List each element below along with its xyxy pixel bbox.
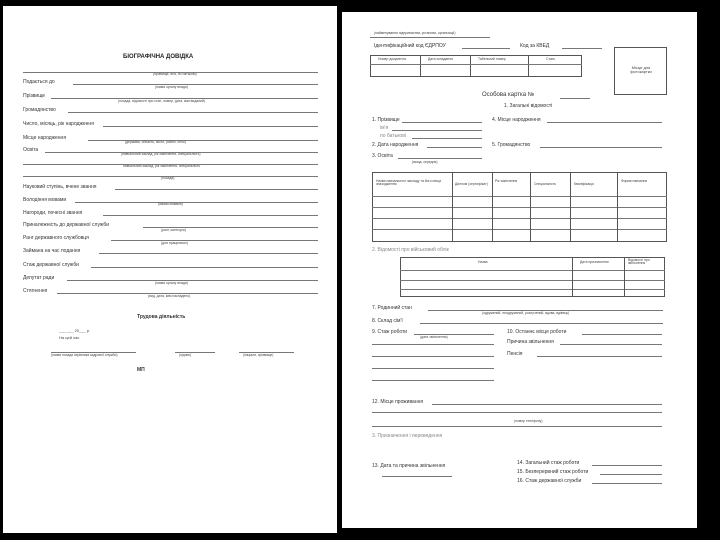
edu-head-6: Форма навчання: [621, 179, 648, 183]
section-work-history: Трудова діяльність: [137, 314, 186, 320]
military-head-2: Дата призначення: [580, 260, 609, 264]
caption-education-2: навчальний заклад, рік закінчення, спеціальність: [123, 164, 201, 168]
field-total-stage: 14. Загальний стаж роботи: [517, 460, 580, 466]
stamp-label: МП: [137, 367, 145, 373]
doc-table-head-3: Табельний номер: [478, 57, 506, 61]
caption-birth-place: (держава, область, місто, район, село): [125, 140, 186, 144]
date-line-1: ___ ___ 20___ р.: [59, 328, 91, 333]
edu-head-5: Кваліфікація: [574, 182, 594, 186]
field-council-deputy: Депутат ради: [23, 275, 55, 281]
field-citizenship-right: 5. Громадянство: [492, 142, 531, 148]
field-submitted-to: Подається до: [23, 79, 55, 85]
field-name-right: ім'я: [380, 125, 389, 131]
field-last-work: 10. Останнє місце роботи: [507, 329, 567, 335]
field-degree: Науковий ступінь, вчене звання: [23, 184, 97, 190]
education-type-caption: (вища, середня): [412, 160, 438, 164]
doc-table-head-2: Дата складання: [428, 57, 453, 61]
header-caption: (найменування підприємства, установи, організації): [374, 31, 456, 35]
edu-head-2: Диплом (сертифікат): [455, 182, 488, 186]
section-appointments: 3. Призначення і переведення: [372, 433, 443, 439]
caption-speciality: (посада): [161, 176, 175, 180]
signature-caption-initials: (ініціали, прізвище): [243, 353, 274, 357]
phone-caption: (номер телефону): [514, 419, 543, 423]
biographical-form-page: [3, 6, 337, 533]
field-birth-place: Місце народження: [23, 135, 67, 141]
field-family: 7. Родинний стан: [372, 305, 412, 311]
id-code-label: Ідентифікаційний код ЄДРПОУ: [374, 43, 446, 49]
edu-head-1: Назва навчального закладу та його місця знаходження: [376, 179, 442, 187]
field-surname-right: 1. Прізвище: [372, 117, 400, 123]
caption-position: (посада, відомості про стан, номер, дата, ким виданий): [118, 99, 205, 103]
military-head-1: Назва: [478, 260, 488, 264]
card-title: Особова картка №: [482, 92, 535, 98]
field-birth-date: Число, місяць, рік народження: [23, 121, 94, 127]
caption-full-name: (прізвище, ім'я, по батькові): [153, 72, 197, 76]
field-surname: Прізвище: [23, 93, 46, 99]
caption-position-now: (для працюючих): [161, 241, 188, 245]
kvd-label: Код за КВЕД: [520, 43, 550, 49]
field-position: Займана на час подання: [23, 248, 81, 254]
signature-caption-sign: (підпис): [179, 353, 192, 357]
military-head-3: Відомості про звільнення: [628, 258, 650, 266]
field-education: Освіта: [23, 147, 39, 153]
photo-label: Місце для фотокартки: [630, 65, 652, 74]
doc-table-head-1: Номер документа: [378, 57, 406, 61]
field-continuous-stage: 15. Безперервний стаж роботи: [517, 469, 589, 475]
field-education-right: 3. Освіта: [372, 153, 393, 159]
edu-head-3: Рік закінчення: [495, 179, 518, 183]
section-general: 1. Загальні відомості: [504, 103, 553, 109]
caption-penalty: (вид, дата, ким накладено): [148, 294, 191, 298]
signature-caption-position: (назва посади керівника кадрової служби): [51, 353, 118, 357]
field-work-stage: 9. Стаж роботи: [372, 329, 408, 335]
field-discharge: 13. Дата та причина звільнення: [372, 463, 446, 469]
edu-head-4: Спеціальність: [534, 182, 557, 186]
personal-card-page: [342, 12, 697, 528]
field-residence: 12. Місце проживання: [372, 399, 424, 405]
field-awards: Нагороди, почесні звання: [23, 210, 83, 216]
field-pension: Пенсія: [507, 351, 523, 357]
field-penalty: Стягнення: [23, 288, 48, 294]
field-civil-service: Приналежність до державної служби: [23, 222, 110, 228]
field-reason: Причина звільнення: [507, 339, 554, 345]
caption-council: (назва органу влади): [155, 281, 188, 285]
doc-table-head-4: Стать: [546, 57, 556, 61]
section-military: 2. Відомості про військовий облік: [372, 247, 449, 253]
date-line-2: На цей час: [59, 335, 80, 340]
field-birth-date-right: 2. Дата народження: [372, 142, 419, 148]
field-service-length: Стаж державної служби: [23, 262, 79, 268]
reason-caption: (дата звільнення): [420, 335, 448, 339]
field-patronymic-right: по батькові: [380, 133, 406, 139]
caption-rank: (ранг, категорія): [161, 228, 186, 232]
caption-authority: (назва органу влади): [155, 85, 188, 89]
form-title: БІОГРАФІЧНА ДОВІДКА: [123, 54, 194, 60]
field-languages: Володіння мовами: [23, 197, 67, 203]
photo-box: [614, 47, 667, 95]
field-citizenship: Громадянство: [23, 107, 56, 113]
military-table: [400, 257, 665, 297]
field-birth-place-right: 4. Місце народження: [492, 117, 541, 123]
family-caption: (одружений, неодружений, розлучений, вдова, вдівець): [482, 311, 570, 315]
field-civil-stage: 16. Стаж державної служби: [517, 478, 582, 484]
field-rank: Ранг державного службовця: [23, 235, 89, 241]
field-family-members: 8. Склад сім'ї: [372, 318, 403, 324]
caption-languages: (якими мовами): [158, 202, 183, 206]
caption-education: (навчальний заклад, рік закінчення, спеціальність): [121, 152, 201, 156]
